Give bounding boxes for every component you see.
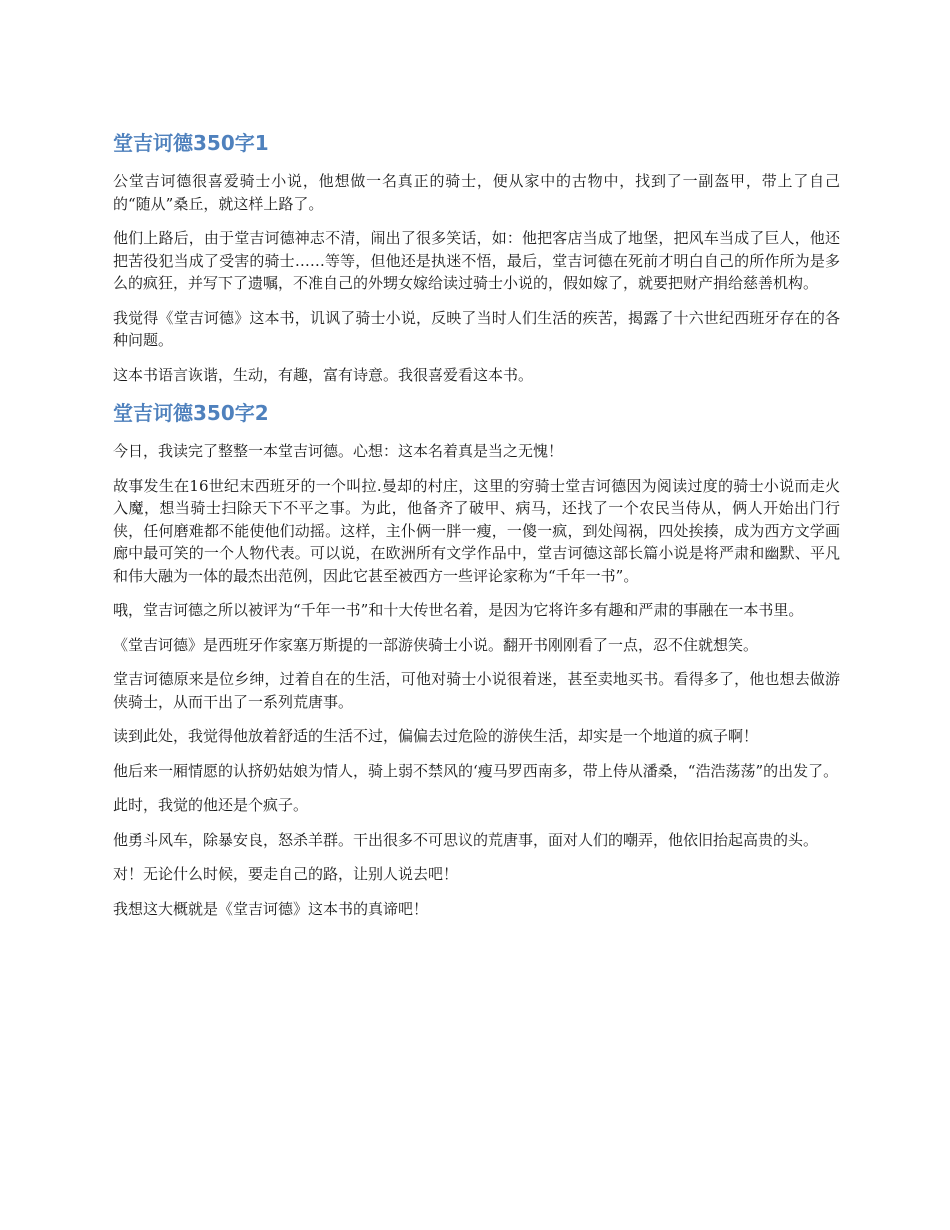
paragraph: 他勇斗风车，除暴安良，怒杀羊群。干出很多不可思议的荒唐事，面对人们的嘲弄，他依旧抬起高贵的头。	[113, 830, 819, 849]
paragraph: 这本书语言诙谐，生动，有趣，富有诗意。我很喜爱看这本书。	[113, 365, 534, 384]
paragraph: 读到此处，我觉得他放着舒适的生活不过，偏偏去过危险的游侠生活，却实是一个地道的疯子啊！	[113, 727, 759, 745]
section-heading-2: 堂吉诃德350字2	[113, 401, 269, 425]
paragraph: 故事发生在16世纪末西班牙的一个叫拉.曼却的村庄，这里的穷骑士堂吉诃德因为阅读过度的骑士小说而走火入魔，想当骑士扫除天下不平之事。为此，他备齐了破甲、病马，还找了一个农民当侍从，俩人开始出门行侠，任何磨难都不能使他们动摇。这样，主仆俩一胖一瘦，一傻一疯，到处闯祸，四处挨揍，成为西方文学画廊中最可笑的一个人物代表。可以说，在欧洲所有文学作品中，堂吉诃德这部长篇小说是将严肃和幽默、平凡和伟大融为一体的最杰出范例，因此它甚至被西方一些评论家称为“千年一书”。	[113, 476, 840, 585]
paragraph: 今日，我读完了整整一本堂吉诃德。心想：这本名着真是当之无愧！	[113, 442, 564, 460]
document-page	[113, 128, 840, 932]
paragraph: 此时，我觉的他还是个疯子。	[113, 796, 309, 814]
paragraph: 他后来一厢情愿的认挤奶姑娘为情人，骑上弱不禁风的‘瘦马罗西南多，带上侍从潘桑，“浩浩荡荡”的出发了。	[113, 761, 839, 780]
section-heading-1: 堂吉诃德350字1	[113, 131, 269, 155]
paragraph: 他们上路后，由于堂吉诃德神志不清，闹出了很多笑话，如：他把客店当成了地堡，把风车当成了巨人，他还把苦役犯当成了受害的骑士……等等，但他还是执迷不悟，最后，堂吉诃德在死前才明白自己的所作所为是多么的疯狂，并写下了遗嘱，不准自己的外甥女嫁给读过骑士小说的，假如嫁了，就要把财产捐给慈善机构。	[113, 229, 840, 292]
paragraph: 对！无论什么时候，要走自己的路，让别人说去吧！	[113, 865, 459, 883]
paragraph: 《堂吉诃德》是西班牙作家塞万斯提的一部游侠骑士小说。翻开书刚刚看了一点，忍不住就想笑。	[113, 635, 759, 654]
paragraph: 我想这大概就是《堂吉诃德》这本书的真谛吧！	[113, 899, 429, 918]
paragraph: 公堂吉诃德很喜爱骑士小说，他想做一名真正的骑士，便从家中的古物中，找到了一副盔甲，带上了自己的“随从”桑丘，就这样上路了。	[113, 172, 840, 213]
paragraph: 哦，堂吉诃德之所以被评为“千年一书”和十大传世名着，是因为它将许多有趣和严肃的事融在一本书里。	[113, 601, 804, 619]
paragraph: 堂吉诃德原来是位乡绅，过着自在的生活，可他对骑士小说很着迷，甚至卖地买书。看得多了，他也想去做游侠骑士，从而干出了一系列荒唐事。	[113, 670, 840, 711]
paragraph: 我觉得《堂吉诃德》这本书，讥讽了骑士小说，反映了当时人们生活的疾苦，揭露了十六世纪西班牙存在的各种问题。	[113, 308, 840, 349]
